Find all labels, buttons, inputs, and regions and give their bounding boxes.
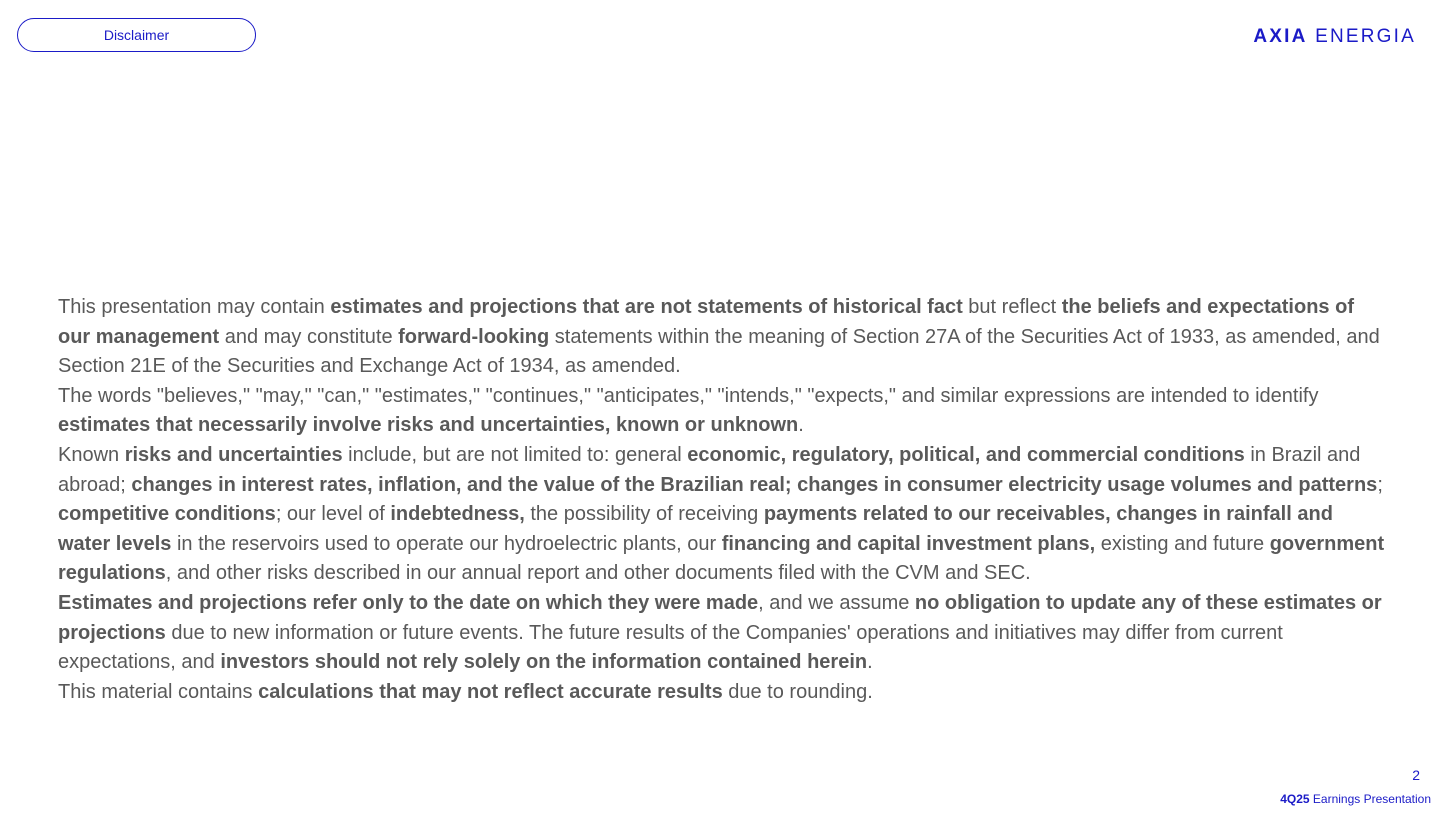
body-text: Known — [58, 443, 125, 466]
body-text: This material contains — [58, 680, 259, 703]
logo-wordmark-bold: AXIA — [1253, 26, 1308, 47]
body-text: ; our level of — [275, 503, 391, 526]
emphasis-text: economic, regulatory, political, and commercial conditions — [687, 443, 1245, 466]
emphasis-text: changes in interest rates, inflation, and the value of the Brazilian real; changes in consumer electricity usage volumes and patterns — [131, 473, 1378, 496]
body-text: , and we assume — [758, 591, 915, 614]
page-number: 2 — [1412, 767, 1420, 783]
disclaimer-body — [58, 293, 1388, 707]
disclaimer-paragraph — [58, 293, 1388, 382]
body-text: . — [798, 414, 804, 437]
footer-presentation-label: Earnings Presentation — [1312, 792, 1431, 806]
body-text: in the reservoirs used to operate our hydroelectric plants, our — [171, 532, 722, 555]
emphasis-text: estimates that necessarily involve risks and uncertainties, known or unknown — [58, 414, 799, 437]
emphasis-text: indebtedness, — [390, 503, 525, 526]
emphasis-text: competitive conditions — [58, 503, 276, 526]
emphasis-text: risks and uncertainties — [124, 443, 343, 466]
body-text: existing and future — [1095, 532, 1270, 555]
emphasis-text: the beliefs and expectations of our management — [58, 296, 1354, 348]
emphasis-text: financing and capital investment plans, — [721, 532, 1096, 555]
body-text: in Brazil and abroad; — [58, 443, 1361, 496]
disclaimer-paragraph — [58, 589, 1388, 678]
body-text: but reflect — [962, 296, 1062, 318]
emphasis-text: investors should not rely solely on the information contained herein — [220, 651, 868, 674]
body-text: ; — [1377, 473, 1383, 496]
footer-caption — [1280, 792, 1431, 806]
emphasis-text: Estimates and projections refer only to the date on which they were made — [58, 591, 759, 614]
body-text: the possibility of receiving — [524, 503, 764, 526]
body-text: due to new information or future events. The future results of the Companies' operations and initiatives may differ from current expectations, and — [58, 621, 1283, 674]
section-tag-label: Disclaimer — [103, 27, 170, 43]
body-text: . — [867, 651, 873, 674]
disclaimer-paragraph — [58, 382, 1388, 441]
body-text: statements within the meaning of Section 27A of the Securities Act of 1933, as amended, and Section 21E of the Securities and Exchange Act of 1934, as amended. — [58, 325, 1380, 378]
disclaimer-paragraph — [58, 441, 1388, 589]
emphasis-text: payments related to our receivables, changes in rainfall and water levels — [58, 503, 1333, 555]
body-text: and may constitute — [219, 325, 399, 348]
body-text: The words "believes," "may," "can," "estimates," "continues," "anticipates," "intends," "expects," and similar expressions are intended to identify — [58, 384, 1319, 407]
emphasis-text: government regulations — [58, 532, 1385, 585]
emphasis-text: forward-looking — [398, 325, 550, 348]
emphasis-text: estimates and projections that are not statements of historical fact — [330, 296, 963, 318]
section-tag — [17, 18, 256, 52]
company-logo — [1253, 26, 1416, 48]
logo-wordmark-light: ENERGIA — [1315, 26, 1416, 47]
body-text: due to rounding. — [722, 680, 873, 703]
body-text: , and other risks described in our annual report and other documents filed with the CVM and SEC. — [165, 562, 1031, 585]
emphasis-text: no obligation to update any of these estimates or projections — [58, 591, 1382, 644]
body-text: include, but are not limited to: general — [342, 443, 688, 466]
emphasis-text: calculations that may not reflect accurate results — [258, 680, 723, 703]
disclaimer-paragraph — [58, 678, 1388, 708]
body-text: This presentation may contain — [58, 296, 331, 318]
footer-quarter: 4Q25 — [1280, 792, 1310, 806]
